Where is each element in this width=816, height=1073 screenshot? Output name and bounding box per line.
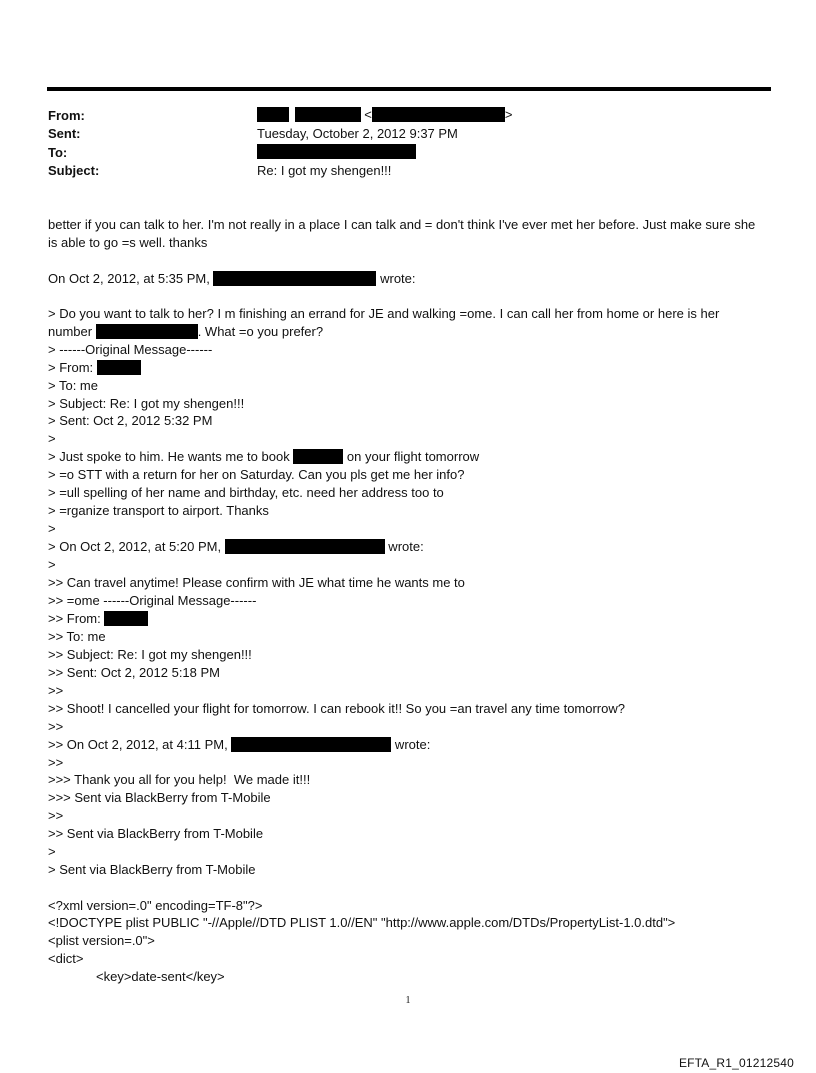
body-line: > From: (48, 359, 141, 377)
body-line: >> Subject: Re: I got my shengen!!! (48, 647, 252, 662)
from-gt: > (504, 107, 513, 122)
to-label: To: (48, 145, 68, 160)
body-line: > =ull spelling of her name and birthday, etc. need her address too to (48, 485, 444, 500)
body-line: >> On Oct 2, 2012, at 4:11 PM, wrote: (48, 737, 431, 752)
bates-number: EFTA_R1_01212540 (678, 1056, 794, 1070)
body-line: >> To: me (48, 629, 106, 644)
body-line: >> (48, 683, 64, 698)
xml-line: <key>date-sent</key> (96, 969, 225, 984)
body-line: >> Sent: Oct 2, 2012 5:18 PM (48, 665, 220, 680)
redaction (257, 107, 289, 122)
body-line: >> Sent via BlackBerry from T-Mobile (48, 826, 264, 841)
xml-line: <!DOCTYPE plist PUBLIC "-//Apple//DTD PLIST 1.0//EN" "http://www.apple.com/DTDs/PropertyList-1.0.dtd"> (48, 915, 676, 930)
body-line: > (48, 521, 56, 536)
from-label: From: (48, 108, 85, 123)
body-line: > On Oct 2, 2012, at 5:20 PM, wrote: (48, 539, 424, 554)
header-rule (47, 87, 771, 91)
body-line: >>> Sent via BlackBerry from T-Mobile (48, 790, 271, 805)
body-line: > =o STT with a return for her on Saturday. Can you pls get me her info? (48, 467, 465, 482)
redaction (295, 107, 361, 122)
from-lt: < (364, 107, 372, 122)
body-line: >> Can travel anytime! Please confirm with JE what time he wants me to (48, 575, 465, 590)
body-line: >>> Thank you all for you help! We made it!!! (48, 772, 311, 787)
body-line: >> (48, 808, 64, 823)
redaction (372, 107, 505, 122)
body-line: > To: me (48, 378, 98, 393)
body-line: > =rganize transport to airport. Thanks (48, 503, 269, 518)
from-value (257, 107, 512, 123)
body-line: > (48, 844, 56, 859)
subject-label: Subject: (48, 163, 100, 178)
subject-value: Re: I got my shengen!!! (257, 163, 392, 178)
body-line: > Subject: Re: I got my shengen!!! (48, 396, 245, 411)
to-value (257, 144, 416, 160)
body-line: >> From: (48, 610, 148, 628)
xml-line: <?xml version=.0" encoding=TF-8"?> (48, 898, 263, 913)
sent-value: Tuesday, October 2, 2012 9:37 PM (257, 126, 458, 141)
redaction (231, 737, 391, 752)
body-line: number . What =o you prefer? (48, 324, 324, 339)
body-line: > (48, 431, 56, 446)
redaction (293, 449, 343, 464)
redaction (213, 271, 376, 286)
xml-line: <plist version=.0"> (48, 933, 155, 948)
body-line: >> Shoot! I cancelled your flight for tomorrow. I can rebook it!! So you =an travel any time tomorrow? (48, 701, 625, 716)
body-line: >> (48, 755, 64, 770)
redaction (104, 611, 148, 626)
body-opening: better if you can talk to her. I'm not really in a place I can talk and = don't think I've ever met her before. Just make sure she is able to go =s well. thanks (48, 217, 756, 250)
body-line: > Sent via BlackBerry from T-Mobile (48, 862, 256, 877)
redaction (225, 539, 385, 554)
body-line: >> (48, 719, 64, 734)
redaction (96, 324, 198, 339)
body-line: > Just spoke to him. He wants me to book on your flight tomorrow (48, 449, 480, 464)
body-line: > Do you want to talk to her? I m finishing an errand for JE and walking =ome. I can call her from home or here is her (48, 306, 720, 321)
body-line: > ------Original Message------ (48, 342, 213, 357)
sent-label: Sent: (48, 126, 81, 141)
page-number: 1 (405, 995, 411, 1006)
redaction (257, 144, 416, 159)
redaction (97, 360, 141, 375)
xml-line: <dict> (48, 951, 84, 966)
body-line: >> =ome ------Original Message------ (48, 593, 257, 608)
body-line: > Sent: Oct 2, 2012 5:32 PM (48, 413, 213, 428)
body-line: > (48, 557, 56, 572)
body-line: On Oct 2, 2012, at 5:35 PM, wrote: (48, 271, 416, 286)
